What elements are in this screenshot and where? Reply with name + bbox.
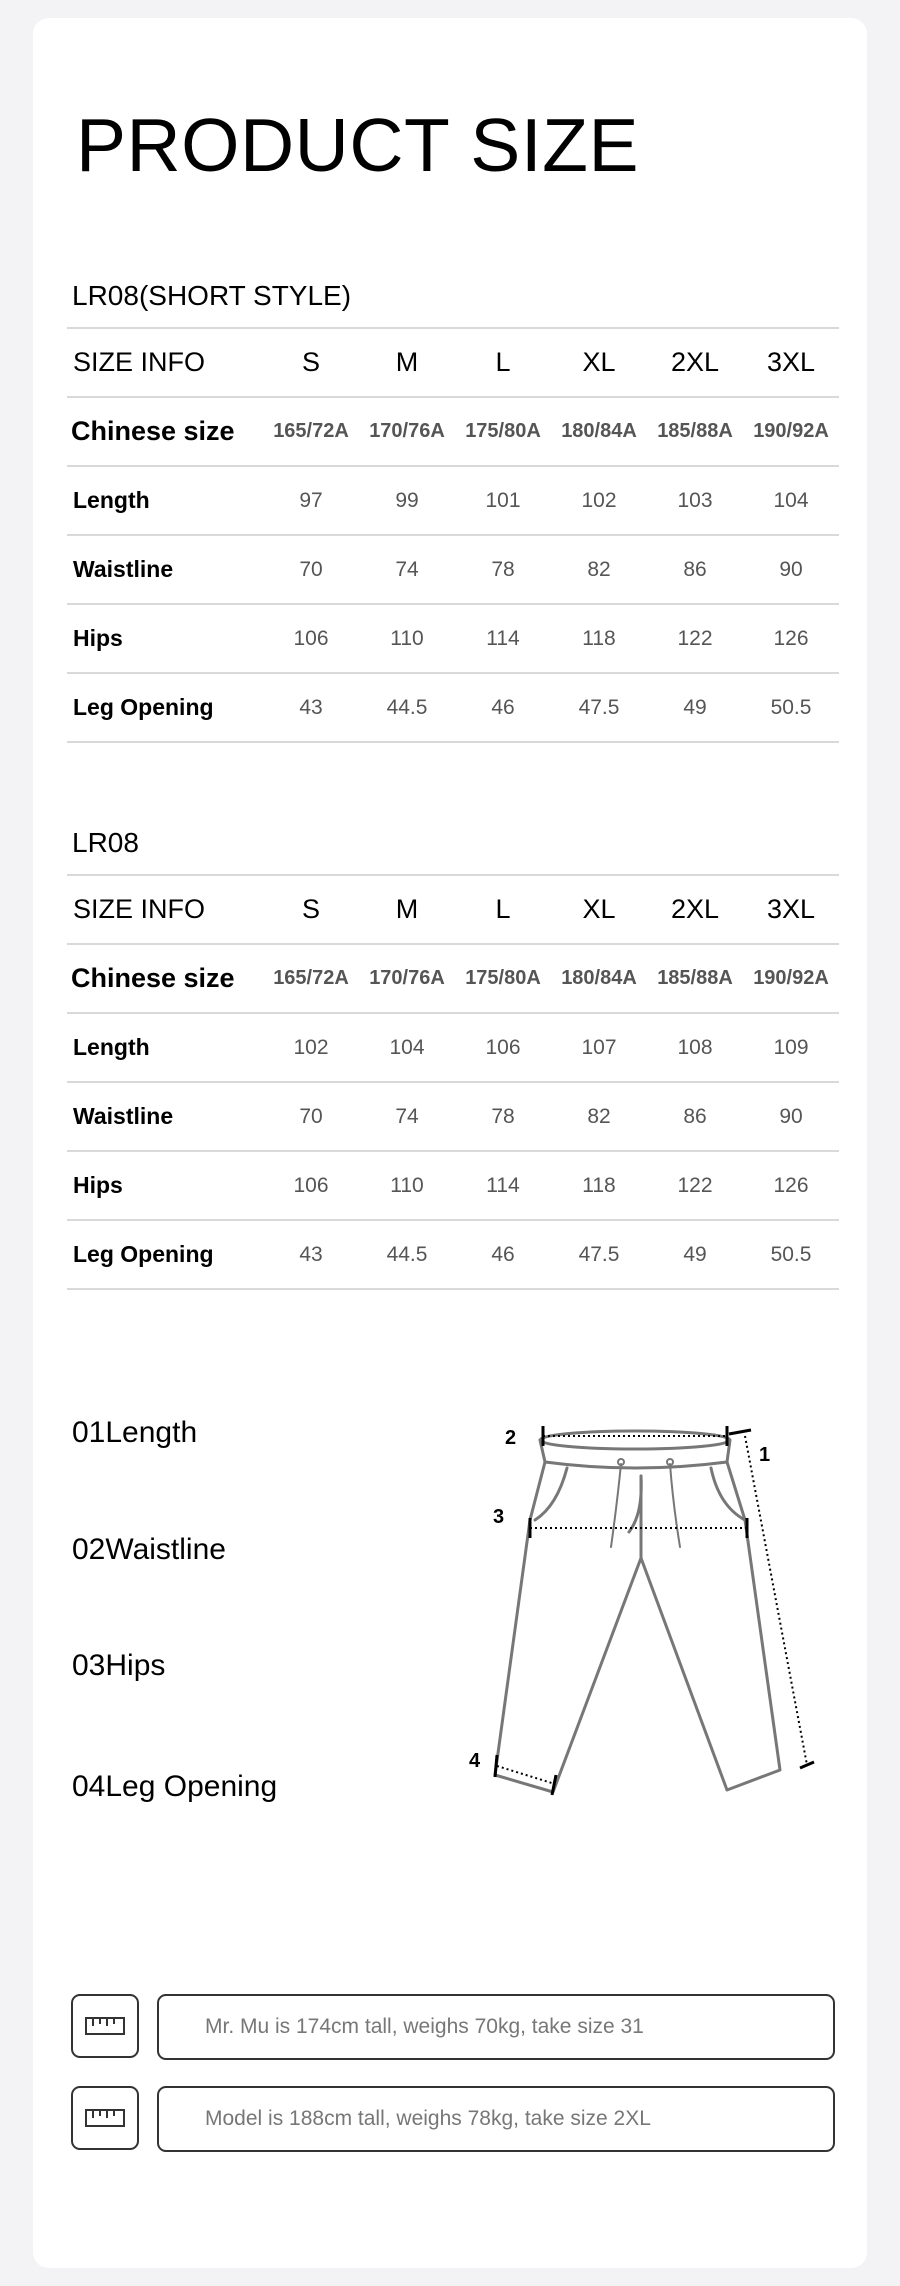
- trousers-diagram: [455, 1410, 835, 1810]
- table-row: [67, 1151, 839, 1220]
- table-cell: 190/92A: [743, 944, 839, 1013]
- table-header-row: [67, 875, 839, 944]
- row-label: Chinese size: [67, 944, 263, 1013]
- table-cell: 49: [647, 673, 743, 742]
- table-cell: 106: [455, 1013, 551, 1082]
- size-table-2: [67, 874, 839, 1290]
- header-cell: M: [359, 328, 455, 397]
- table-cell: 99: [359, 466, 455, 535]
- table-cell: 106: [263, 1151, 359, 1220]
- header-cell: L: [455, 875, 551, 944]
- marker-2: 2: [505, 1427, 517, 1449]
- header-cell: 2XL: [647, 328, 743, 397]
- table-cell: 170/76A: [359, 397, 455, 466]
- marker-1: 1: [759, 1444, 771, 1466]
- ruler-icon-box: [71, 1994, 139, 2058]
- header-cell: 3XL: [743, 328, 839, 397]
- table-cell: 106: [263, 604, 359, 673]
- measure-label-length: 01Length: [72, 1416, 198, 1449]
- table-cell: 108: [647, 1013, 743, 1082]
- table-cell: 102: [551, 466, 647, 535]
- table-cell: 70: [263, 1082, 359, 1151]
- table-cell: 110: [359, 1151, 455, 1220]
- table-cell: 44.5: [359, 673, 455, 742]
- table-cell: 114: [455, 604, 551, 673]
- table-cell: 102: [263, 1013, 359, 1082]
- marker-4: 4: [469, 1750, 481, 1772]
- table-cell: 190/92A: [743, 397, 839, 466]
- chinese-size-row: [67, 944, 839, 1013]
- table-cell: 50.5: [743, 673, 839, 742]
- table-cell: 101: [455, 466, 551, 535]
- table-cell: 70: [263, 535, 359, 604]
- trousers-measurement-diagram-icon: [455, 1410, 835, 1810]
- table-cell: 47.5: [551, 1220, 647, 1289]
- table-row: [67, 466, 839, 535]
- table-cell: 104: [359, 1013, 455, 1082]
- size-table-1: [67, 327, 839, 743]
- table-cell: 118: [551, 1151, 647, 1220]
- table-cell: 185/88A: [647, 397, 743, 466]
- header-cell: XL: [551, 328, 647, 397]
- header-cell: M: [359, 875, 455, 944]
- table-cell: 165/72A: [263, 397, 359, 466]
- table-cell: 74: [359, 1082, 455, 1151]
- row-label: Length: [67, 1013, 263, 1082]
- table-row: [67, 604, 839, 673]
- header-cell: L: [455, 328, 551, 397]
- row-label: Waistline: [67, 1082, 263, 1151]
- chinese-size-row: [67, 397, 839, 466]
- table-cell: 82: [551, 1082, 647, 1151]
- header-cell: 2XL: [647, 875, 743, 944]
- ruler-icon: [85, 2109, 125, 2127]
- row-label: Hips: [67, 604, 263, 673]
- table-cell: 97: [263, 466, 359, 535]
- header-cell: SIZE INFO: [67, 875, 263, 944]
- table-cell: 107: [551, 1013, 647, 1082]
- table-cell: 78: [455, 535, 551, 604]
- header-cell: S: [263, 875, 359, 944]
- table-cell: 118: [551, 604, 647, 673]
- table-cell: 175/80A: [455, 397, 551, 466]
- table-cell: 43: [263, 1220, 359, 1289]
- table-cell: 185/88A: [647, 944, 743, 1013]
- table-cell: 180/84A: [551, 397, 647, 466]
- table-cell: 86: [647, 535, 743, 604]
- table-cell: 109: [743, 1013, 839, 1082]
- table-cell: 90: [743, 535, 839, 604]
- marker-3: 3: [493, 1506, 505, 1528]
- row-label: Length: [67, 466, 263, 535]
- table-cell: 46: [455, 673, 551, 742]
- row-label: Waistline: [67, 535, 263, 604]
- table-cell: 122: [647, 1151, 743, 1220]
- model-note-2: Model is 188cm tall, weighs 78kg, take size 2XL: [157, 2086, 835, 2152]
- table-cell: 175/80A: [455, 944, 551, 1013]
- header-cell: SIZE INFO: [67, 328, 263, 397]
- table-cell: 122: [647, 604, 743, 673]
- table-cell: 90: [743, 1082, 839, 1151]
- table-cell: 126: [743, 1151, 839, 1220]
- table-cell: 126: [743, 604, 839, 673]
- measure-label-hips: 03Hips: [72, 1649, 166, 1682]
- table-cell: 46: [455, 1220, 551, 1289]
- table-row: [67, 673, 839, 742]
- table-cell: 170/76A: [359, 944, 455, 1013]
- table-cell: 43: [263, 673, 359, 742]
- page-title: PRODUCT SIZE: [76, 103, 640, 187]
- row-label: Chinese size: [67, 397, 263, 466]
- row-label: Hips: [67, 1151, 263, 1220]
- row-label: Leg Opening: [67, 1220, 263, 1289]
- table-cell: 86: [647, 1082, 743, 1151]
- ruler-icon-box: [71, 2086, 139, 2150]
- model-note-1: Mr. Mu is 174cm tall, weighs 70kg, take size 31: [157, 1994, 835, 2060]
- style-name-2: LR08: [72, 827, 139, 858]
- header-cell: 3XL: [743, 875, 839, 944]
- table-cell: 180/84A: [551, 944, 647, 1013]
- table-cell: 49: [647, 1220, 743, 1289]
- table-cell: 47.5: [551, 673, 647, 742]
- ruler-icon: [85, 2017, 125, 2035]
- header-cell: S: [263, 328, 359, 397]
- table-cell: 44.5: [359, 1220, 455, 1289]
- table-header-row: [67, 328, 839, 397]
- table-cell: 114: [455, 1151, 551, 1220]
- table-row: [67, 535, 839, 604]
- table-cell: 104: [743, 466, 839, 535]
- measure-label-waistline: 02Waistline: [72, 1533, 226, 1566]
- table-row: [67, 1013, 839, 1082]
- measure-label-leg-opening: 04Leg Opening: [72, 1770, 278, 1803]
- row-label: Leg Opening: [67, 673, 263, 742]
- table-cell: 74: [359, 535, 455, 604]
- table-cell: 82: [551, 535, 647, 604]
- table-cell: 110: [359, 604, 455, 673]
- table-cell: 78: [455, 1082, 551, 1151]
- header-cell: XL: [551, 875, 647, 944]
- table-row: [67, 1082, 839, 1151]
- style-name-1: LR08(SHORT STYLE): [72, 280, 352, 311]
- table-row: [67, 1220, 839, 1289]
- table-cell: 165/72A: [263, 944, 359, 1013]
- table-cell: 50.5: [743, 1220, 839, 1289]
- table-cell: 103: [647, 466, 743, 535]
